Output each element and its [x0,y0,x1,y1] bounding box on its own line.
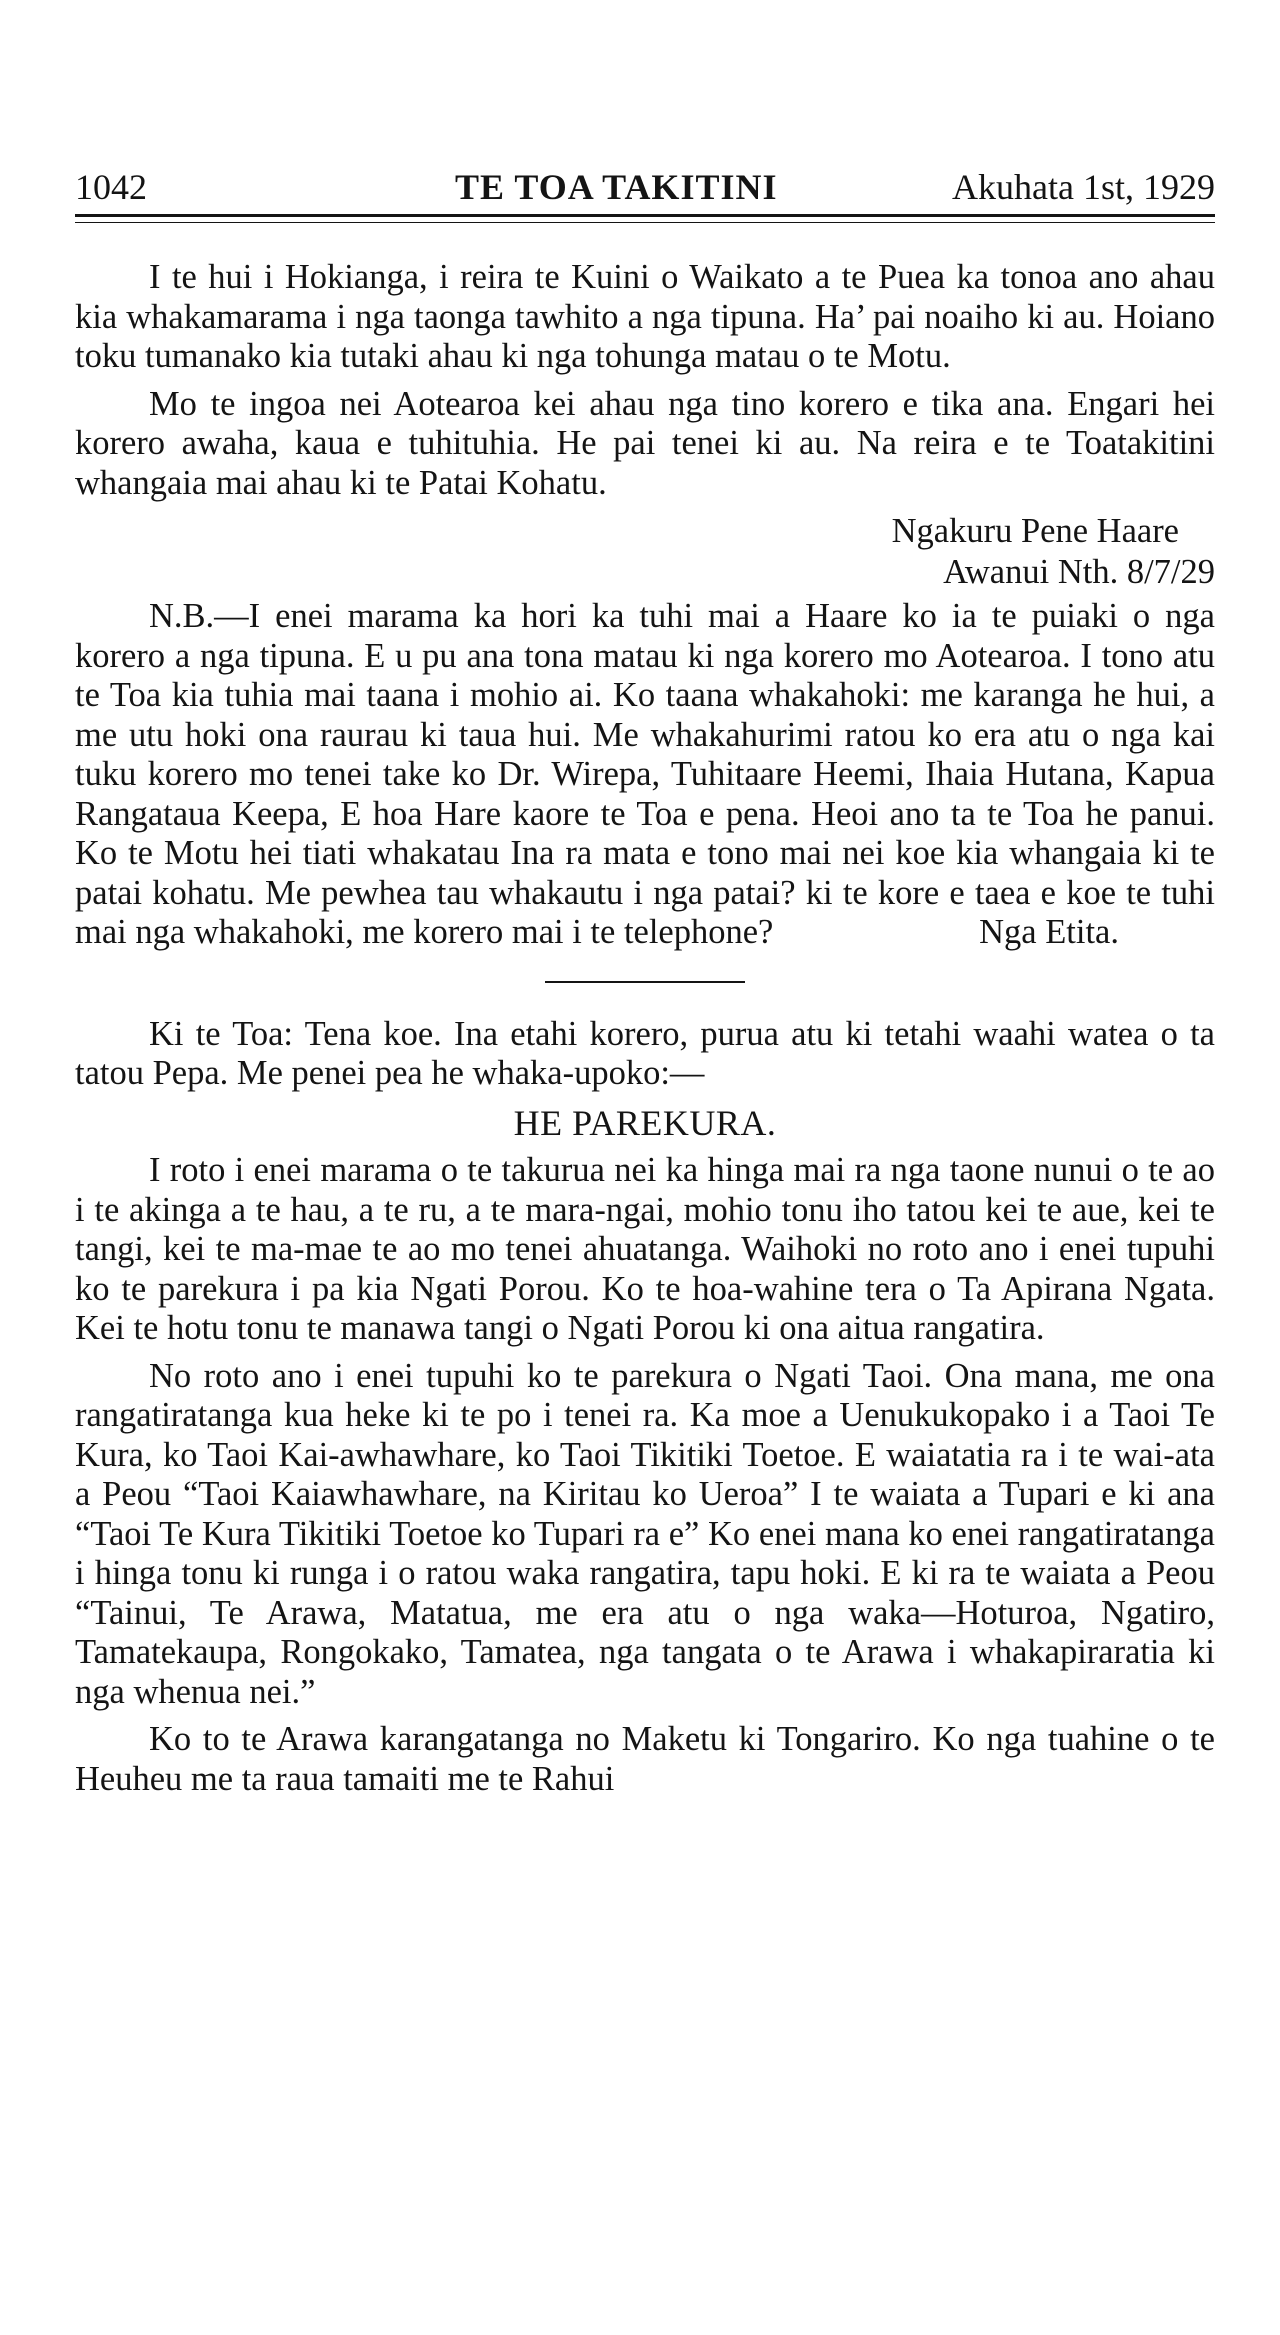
section-heading: HE PAREKURA. [513,1102,777,1143]
editor-note-text: N.B.—I enei marama ka hori ka tuhi mai a Haare ko ia te puiaki o nga korero a nga tipuna. E u pu ana tona matau ki nga korero mo Aotearoa. I tono atu te Toa kia tuhia mai taana i mohio ai. Ko taana whakahoki: me karanga he hui, a me utu hoki ona raurau ki taua hui. Me whakahurimi ratou ko era atu o nga kai tuku korero mo tenei take ko Dr. Wirepa, Tuhitaare Heemi, Ihaia Hutana, Kapua Rangataua Keepa, E hoa Hare kaore te Toa e pena. Heoi ano ta te Toa he panui. Ko te Motu hei tiati whakatau Ina ra mata e tono mai nei koe kia whangaia ki te patai kohatu. Me pewhea tau whakautu i nga patai? ki te kore e taea e koe te tuhi mai nga whakahoki, me korero mai i te telephone? [75,597,1215,951]
article-body [75,258,1215,1807]
page-header [75,160,1215,210]
paragraph-5: No roto ano i enei tupuhi ko te parekura o Ngati Taoi. Ona mana, me ona rangatiratanga kua heke ki te po i tenei ra. Ka moe a Uenukukopako i a Taoi Te Kura, ko Taoi Kai-awhawhare, ko Taoi Tikitiki Toetoe. E waiatatia ra i te wai-ata a Peou “Taoi Kaiawhawhare, na Kiritau ko Ueroa” I te waiata a Tupari e ki ana “Taoi Te Kura Tikitiki Toetoe ko Tupari ra e” Ko enei mana ko enei rangatiratanga i hinga tonu ki runga i o ratou waka rangatira, tapu hoki. E ki ra te waiata a Peou “Tainui, Te Arawa, Matatua, me era atu o nga waka—Hoturoa, Ngatiro, Tamatekaupa, Rongokako, Tamatea, nga tangata o te Arawa i whakapiraratia ki nga whenua nei.” [75,1356,1215,1711]
editor-note [75,597,1215,953]
editor-signoff: Nga Etita. [979,913,1119,951]
section-separator [545,981,745,983]
signature-place-date: Awanui Nth. 8/7/29 [943,553,1215,591]
signature-block [75,511,1215,593]
paragraph-4: I roto i enei marama o te takurua nei ka hinga mai ra nga taone nunui o te ao i te akinga a te hau, a te ru, a te mara-ngai, mohio tonu iho tatou kei te aue, kei te tangi, kei te ma-mae te ao mo tenei ahuatanga. Waihoki no roto ano i enei tupuhi ko te parekura i pa kia Ngati Porou. Ko te hoa-wahine tera o Ta Apirana Ngata. Kei te hotu tonu te manawa tangi o Ngati Porou ki ona aitua rangatira. [75,1151,1215,1347]
page-number: 1042 [75,167,147,207]
paragraph-3: Ki te Toa: Tena koe. Ina etahi korero, purua atu ki tetahi waahi watea o ta tatou Pepa. Me penei pea he whaka-upoko:— [75,1014,1215,1092]
paragraph-2: Mo te ingoa nei Aotearoa kei ahau nga tino korero e tika ana. Engari hei korero awaha, kaua e tuhituhia. He pai tenei ki au. Na reira e te Toatakitini whangaia mai ahau ki te Patai Kohatu. [75,384,1215,502]
signature-name: Ngakuru Pene Haare [891,512,1179,550]
publication-title: TE TOA TAKITINI [455,167,778,207]
issue-date: Akuhata 1st, 1929 [952,167,1215,207]
paragraph-1: I te hui i Hokianga, i reira te Kuini o Waikato a te Puea ka tonoa ano ahau kia whakamarama i nga taonga tawhito a nga tipuna. Ha’ pai noaiho ki au. Hoiano toku tumanako kia tutaki ahau ki nga tohunga matau o te Motu. [75,258,1215,375]
header-rule-thin [75,222,1215,223]
paragraph-6: Ko to te Arawa karangatanga no Maketu ki Tongariro. Ko nga tuahine o te Heuheu me ta raua tamaiti me te Rahui [75,1720,1215,1798]
header-rule-thick [75,214,1215,217]
document-page [75,0,1215,2335]
